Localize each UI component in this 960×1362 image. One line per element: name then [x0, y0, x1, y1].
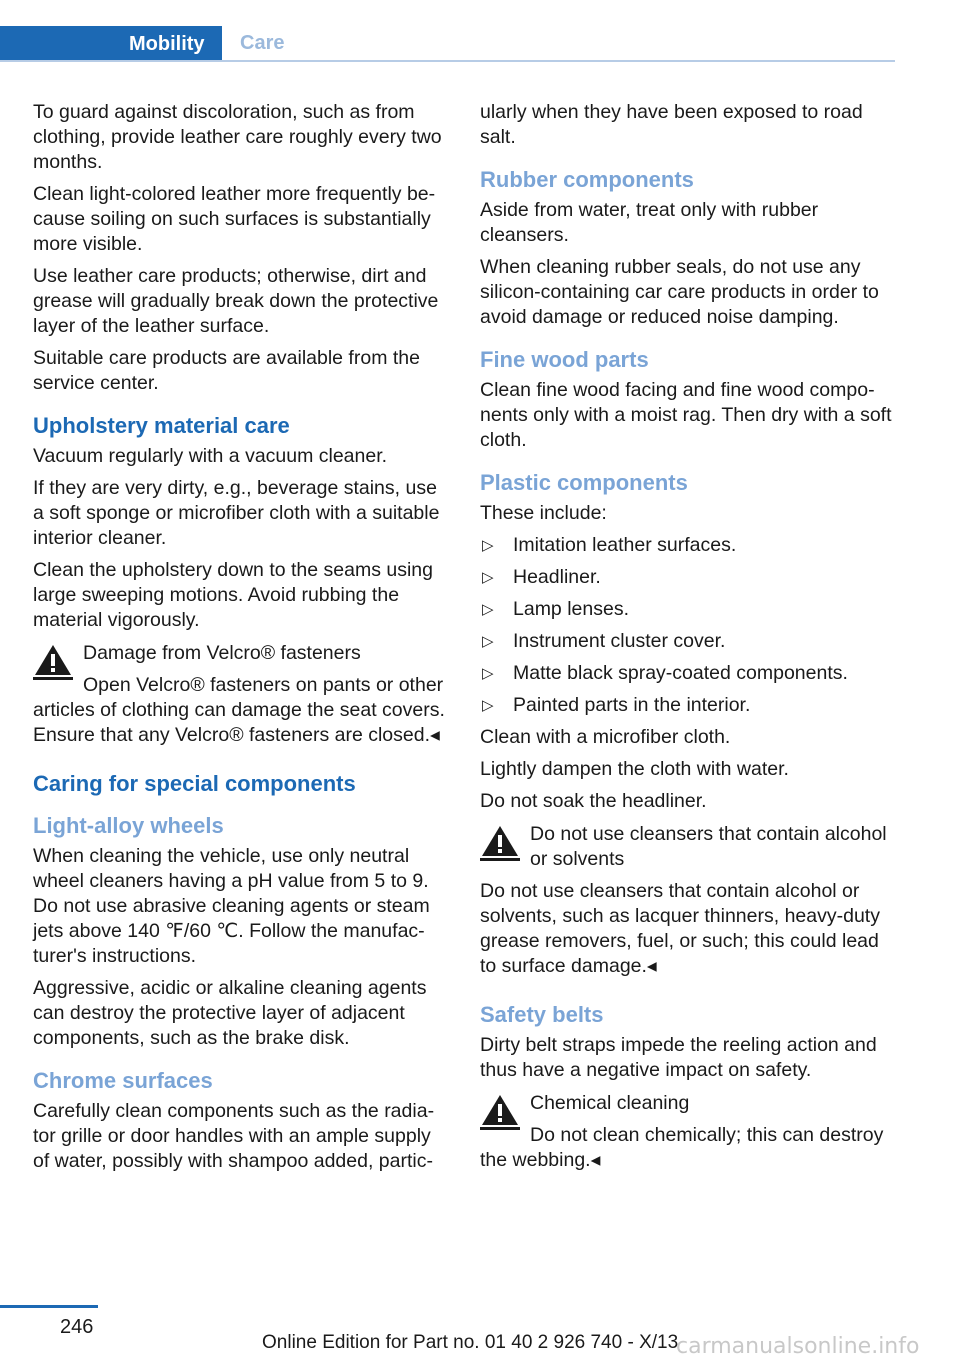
- subheading-fine-wood-parts: Fine wood parts: [480, 347, 649, 372]
- paragraph: Use leather care products; otherwise, dirt and grease will gradually break down the protective layer of the leather surface.: [33, 265, 439, 337]
- subheading-chrome-surfaces: Chrome surfaces: [33, 1068, 213, 1093]
- subheading-light-alloy-wheels: Light-alloy wheels: [33, 813, 224, 838]
- bullet-triangle-icon: ▷: [482, 537, 494, 554]
- subheading-safety-belts: Safety belts: [480, 1002, 604, 1027]
- paragraph: Clean light-colored leather more frequently because soiling on such surfaces is substantially more visible.: [33, 183, 436, 255]
- paragraph: If they are very dirty, e.g., beverage stains, use a soft sponge or microfiber cloth with a suitable interior cleaner.: [33, 477, 440, 549]
- plastic-components-list: [480, 533, 898, 718]
- section-heading-upholstery: Upholstery material care: [33, 413, 290, 438]
- page-number: 246: [60, 1316, 94, 1338]
- paragraph: Clean the upholstery down to the seams using large sweeping motions. Avoid rubbing the material vigorously.: [33, 559, 433, 631]
- bullet-triangle-icon: ▷: [482, 633, 494, 650]
- list-item: ▷ Imitation leather surfaces.: [482, 534, 737, 556]
- subheading-plastic-components: Plastic components: [480, 470, 688, 495]
- paragraph: When cleaning rubber seals, do not use any silicon-containing car care products in order to avoid damage or reduced noise damping.: [480, 256, 879, 328]
- footer-accent-line: [0, 1305, 98, 1308]
- section-heading-special-components: Caring for special components: [33, 771, 356, 796]
- warning-text: Do not clean chemically; this can destroy the webbing.◂: [480, 1124, 884, 1171]
- paragraph: Clean with a microfiber cloth.: [480, 726, 731, 748]
- paragraph: Aside from water, treat only with rubber cleansers.: [480, 199, 819, 246]
- paragraph: When cleaning the vehicle, use only neutral wheel cleaners having a pH value from 5 to 9. Do not use abrasive cleaning agents or steam jets above 140 ℉/60 ℃. Follow the manufacturer's instructions.: [33, 845, 430, 967]
- list-item: ▷ Instrument cluster cover.: [482, 630, 726, 652]
- warning-text: Do not use cleansers that contain alcohol or solvents, such as lacquer thinners, heavy-duty grease removers, fuel, or such; this could lead to surface damage.◂: [480, 880, 880, 977]
- paragraph: Carefully clean components such as the radiator grille or door handles with an ample supply of water, possibly with shampoo added, partic-: [33, 1100, 435, 1172]
- paragraph: Aggressive, acidic or alkaline cleaning agents can destroy the protective layer of adjacent components, such as the brake disk.: [33, 977, 427, 1049]
- paragraph: These include:: [480, 502, 607, 524]
- list-item: ▷ Painted parts in the interior.: [482, 694, 751, 716]
- warning-box-chemical-cleaning: [480, 1091, 898, 1173]
- header-divider: [0, 60, 895, 62]
- bullet-triangle-icon: ▷: [482, 665, 494, 682]
- warning-triangle-icon: [33, 643, 73, 681]
- subheading-rubber-components: Rubber components: [480, 167, 694, 192]
- warning-text: Open Velcro® fasteners on pants or other articles of clothing can damage the seat covers. Ensure that any Velcro® fasteners are closed.◂: [33, 674, 445, 746]
- list-item: ▷ Lamp lenses.: [482, 598, 629, 620]
- list-item: ▷ Headliner.: [482, 566, 601, 588]
- tab-mobility[interactable]: Mobility: [0, 26, 222, 62]
- bullet-triangle-icon: ▷: [482, 601, 494, 618]
- bullet-triangle-icon: ▷: [482, 569, 494, 586]
- warning-title: Damage from Velcro® fasteners: [83, 642, 361, 664]
- left-column: [33, 100, 449, 1181]
- paragraph: Do not soak the headliner.: [480, 790, 707, 812]
- watermark: carmanualsonline.info: [676, 1334, 920, 1359]
- right-column: [480, 100, 898, 1180]
- paragraph: To guard against discoloration, such as from clothing, provide leather care roughly every two months.: [33, 101, 442, 173]
- list-item: ▷ Matte black spray-coated components.: [482, 662, 848, 684]
- warning-title: Chemical cleaning: [530, 1092, 690, 1114]
- paragraph: Lightly dampen the cloth with water.: [480, 758, 789, 780]
- paragraph: Vacuum regularly with a vacuum cleaner.: [33, 445, 388, 467]
- tab-care[interactable]: Care: [240, 32, 285, 54]
- edition-info: Online Edition for Part no. 01 40 2 926 740 - X/13: [262, 1332, 679, 1353]
- warning-triangle-icon: [480, 824, 520, 862]
- warning-triangle-icon: [480, 1093, 520, 1131]
- paragraph: Clean fine wood facing and fine wood components only with a moist rag. Then dry with a soft cloth.: [480, 379, 892, 451]
- paragraph: ularly when they have been exposed to road salt.: [480, 101, 863, 148]
- paragraph: Suitable care products are available from the service center.: [33, 347, 420, 394]
- warning-box-velcro: [33, 641, 449, 748]
- warning-box-alcohol-solvents: [480, 822, 898, 979]
- bullet-triangle-icon: ▷: [482, 697, 494, 714]
- paragraph: Dirty belt straps impede the reeling action and thus have a negative impact on safety.: [480, 1034, 877, 1081]
- warning-title: Do not use cleansers that contain alcohol or solvents: [530, 823, 887, 870]
